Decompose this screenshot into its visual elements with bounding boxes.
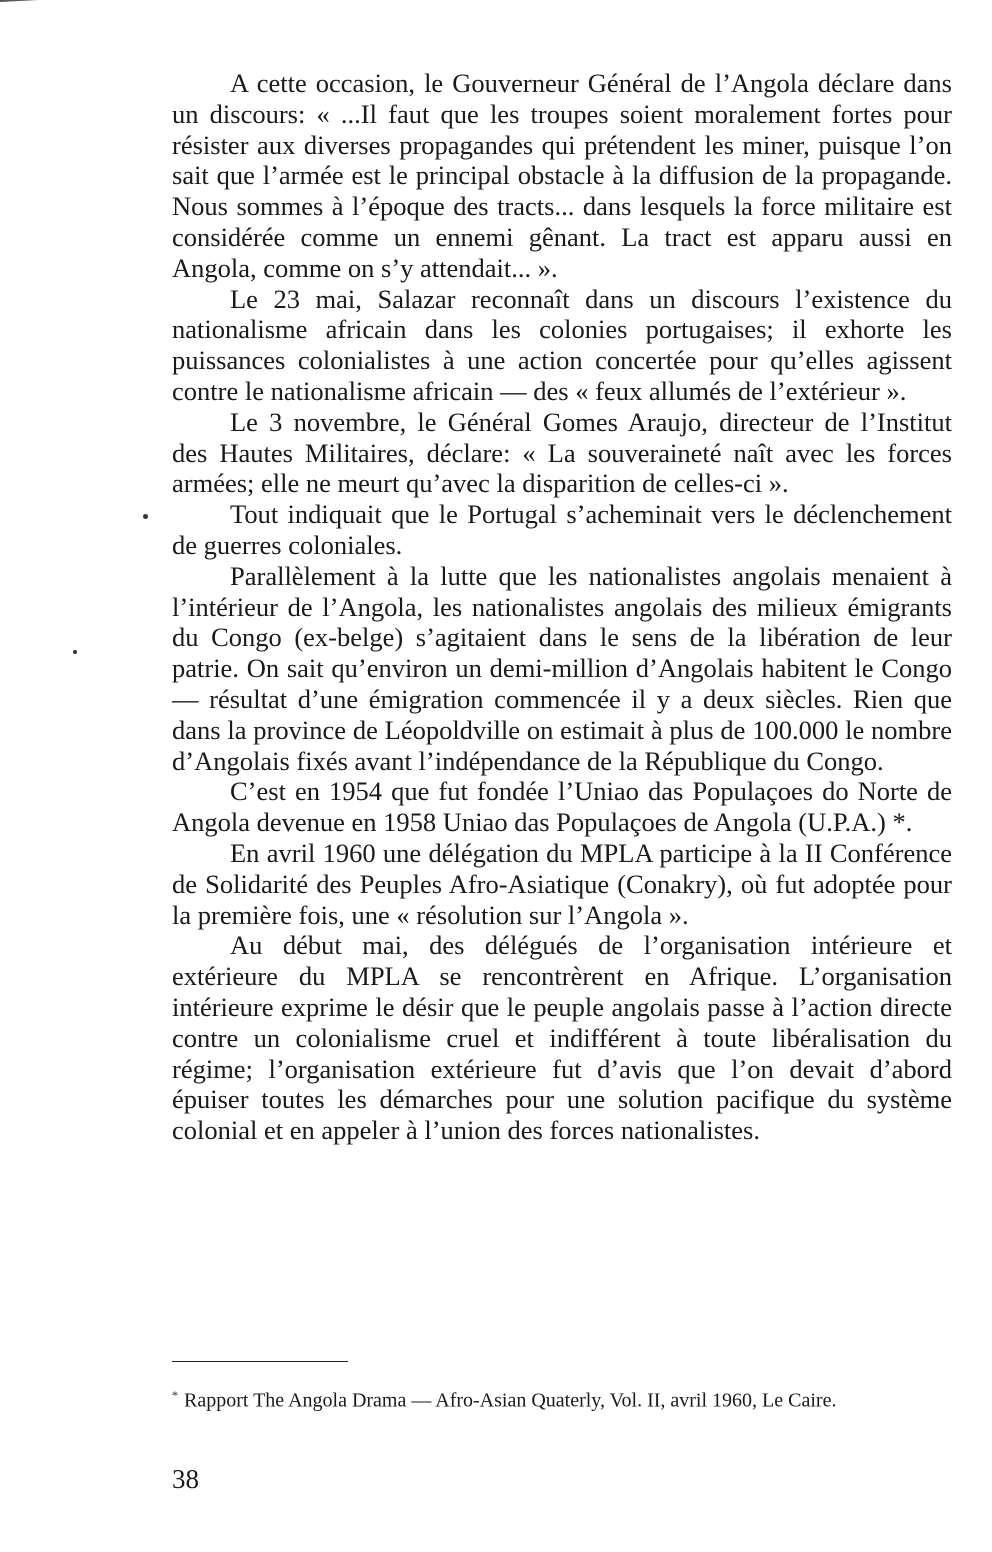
paragraph: Parallèlement à la lutte que les nationalistes angolais menaient à l’intérieur de l’Angola, les nationalistes angolais des milieux émigrants du Congo (ex-belge) s’agitaient dans le sens de la libération de leur patrie. On sait qu’environ un demi-million d’Angolais habitent le Congo — résultat d’une émigration commencée il y a deux siècles. Rien que dans la province de Léopoldville on estimait à plus de 100.000 le nombre d’Angolais fixés avant l’indépendance de la République du Congo.: [172, 560, 952, 776]
paragraph: Tout indiquait que le Portugal s’acheminait vers le déclenchement de guerres coloniales.: [172, 499, 952, 560]
paragraph: Le 3 novembre, le Général Gomes Araujo, directeur de l’Institut des Hautes Militaires, déclare: « La souveraineté naît avec les forces armées; elle ne meurt qu’avec la disparition de celles-ci ».: [172, 406, 952, 499]
paragraph: En avril 1960 une délégation du MPLA participe à la II Conférence de Solidarité des Peuples Afro-Asiatique (Conakry), où fut adoptée pour la première fois, une « résolution sur l’Angola ».: [172, 837, 952, 930]
scan-corner-mark: [0, 0, 111, 14]
paragraph: Au début mai, des délégués de l’organisation intérieure et extérieure du MPLA se rencontrèrent en Afrique. L’organisation intérieure exprime le désir que le peuple angolais passe à l’action directe contre un colonialisme cruel et indifférent à toute libéralisation du régime; l’organisation extérieure fut d’avis que l’on devait d’abord épuiser toutes les démarches pour une solution pacifique du système colonial et en appeler à l’union des forces nationalistes.: [172, 930, 952, 1146]
paragraph: A cette occasion, le Gouverneur Général de l’Angola déclare dans un discours: « ...Il faut que les troupes soient moralement fortes pour résister aux diverses propagandes qui prétendent les miner, puisque l’on sait que l’armée est le principal obstacle à la diffusion de la propagande. Nous sommes à l’époque des tracts... dans lesquels la force militaire est considérée comme un ennemi gênant. La tract est apparu aussi en Angola, comme on s’y attendait... ».: [172, 68, 952, 283]
scan-speck: [143, 514, 148, 519]
page-number: 38: [172, 1464, 199, 1494]
footnote-mark: *: [172, 1388, 178, 1402]
paragraph: Le 23 mai, Salazar reconnaît dans un discours l’existence du nationalisme africain dans les colonies portugaises; il exhorte les puissances colonialistes à une action concertée pour qu’elles agissent contre le nationalisme africain — des « feux allumés de l’extérieur ».: [172, 283, 952, 406]
body-text: [172, 68, 952, 1146]
footnote-divider: [172, 1361, 348, 1362]
footnote: [172, 1383, 962, 1413]
footnote-text: Rapport The Angola Drama — Afro-Asian Quaterly, Vol. II, avril 1960, Le Caire.: [184, 1389, 837, 1412]
scan-speck: [73, 650, 77, 654]
paragraph: C’est en 1954 que fut fondée l’Uniao das Populaçoes do Norte de Angola devenue en 1958 Uniao das Populaçoes de Angola (U.P.A.) *.: [172, 776, 952, 838]
